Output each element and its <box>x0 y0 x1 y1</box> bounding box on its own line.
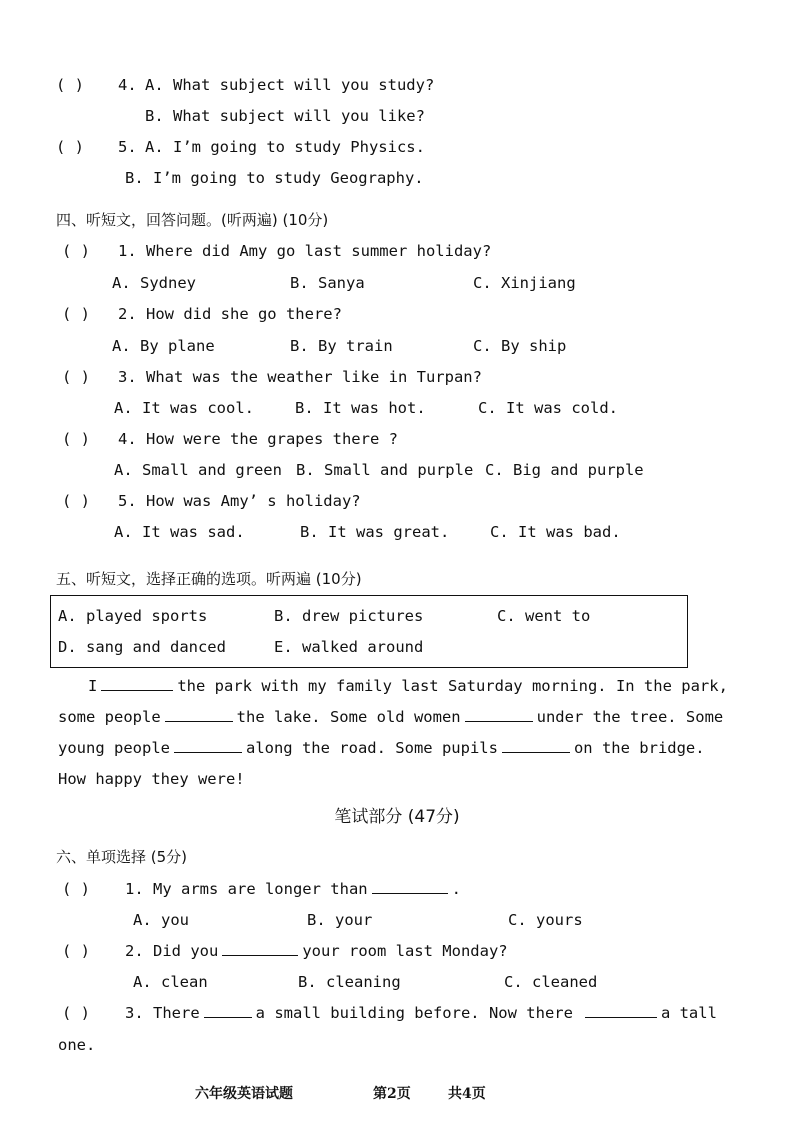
answer-blank[interactable] <box>372 878 448 894</box>
answer-blank[interactable] <box>204 1002 252 1018</box>
answer-blank[interactable] <box>101 675 173 691</box>
answer-paren[interactable]: ( ) <box>62 368 90 386</box>
option-a: A. you <box>133 911 189 929</box>
option-b: B. By train <box>290 337 393 355</box>
answer-blank[interactable] <box>174 737 242 753</box>
option-text: B. I’m going to study Geography. <box>125 169 424 187</box>
answer-paren[interactable]: ( ) <box>62 242 90 260</box>
question-text: 3. There a small building before. Now there a tall <box>125 1004 717 1022</box>
word-box-option: C. went to <box>497 607 591 625</box>
question-number: 4. <box>118 76 137 94</box>
option-c: C. By ship <box>473 337 567 355</box>
section-heading: 四、听短文，回答问题。(听两遍) (10分) <box>56 211 329 229</box>
answer-blank[interactable] <box>465 706 533 722</box>
option-a: A. By plane <box>112 337 215 355</box>
footer-page-number: 第2页 <box>373 1086 411 1102</box>
answer-paren[interactable]: ( ) <box>62 942 90 960</box>
answer-paren[interactable]: ( ) <box>56 76 84 94</box>
option-c: C. It was cold. <box>478 399 618 417</box>
word-box-option: A. played sports <box>58 607 208 625</box>
answer-paren[interactable]: ( ) <box>62 880 90 898</box>
option-a: A. Small and green <box>114 461 282 479</box>
question-text: 1. My arms are longer than . <box>125 880 461 898</box>
option-text: A. I’m going to study Physics. <box>145 138 425 156</box>
footer-exam-title: 六年级英语试题 <box>195 1086 293 1102</box>
passage-line: How happy they were! <box>58 770 245 788</box>
question-text: 1. Where did Amy go last summer holiday? <box>118 242 492 260</box>
option-c: C. Big and purple <box>485 461 644 479</box>
option-b: B. Small and purple <box>296 461 474 479</box>
passage-line: some people the lake. Some old women under the tree. Some <box>58 708 724 726</box>
answer-blank[interactable] <box>222 940 298 956</box>
answer-paren[interactable]: ( ) <box>62 1004 90 1022</box>
option-a: A. Sydney <box>112 274 196 292</box>
section-heading: 六、单项选择 (5分) <box>56 848 188 866</box>
option-c: C. cleaned <box>504 973 598 991</box>
option-a: A. It was sad. <box>114 523 245 541</box>
question-text: 2. How did she go there? <box>118 305 342 323</box>
answer-blank[interactable] <box>585 1002 657 1018</box>
option-b: B. It was hot. <box>295 399 426 417</box>
option-text: B. What subject will you like? <box>145 107 425 125</box>
written-part-title: 笔试部分 (47分) <box>334 807 460 827</box>
option-b: B. Sanya <box>290 274 365 292</box>
footer-page-total: 共4页 <box>448 1086 486 1102</box>
word-box-option: D. sang and danced <box>58 638 226 656</box>
question-text: 4. How were the grapes there ? <box>118 430 398 448</box>
word-box-option: E. walked around <box>274 638 424 656</box>
option-c: C. It was bad. <box>490 523 621 541</box>
answer-blank[interactable] <box>502 737 570 753</box>
passage-line: I the park with my family last Saturday morning. In the park, <box>88 677 728 695</box>
option-a: A. clean <box>133 973 208 991</box>
answer-blank[interactable] <box>165 706 233 722</box>
section-heading: 五、听短文，选择正确的选项。听两遍 (10分) <box>56 570 362 588</box>
option-b: B. your <box>307 911 373 929</box>
question-text: 2. Did you your room last Monday? <box>125 942 508 960</box>
option-b: B. It was great. <box>300 523 450 541</box>
answer-paren[interactable]: ( ) <box>56 138 84 156</box>
question-text: 5. How was Amy’ s holiday? <box>118 492 361 510</box>
option-c: C. Xinjiang <box>473 274 576 292</box>
answer-paren[interactable]: ( ) <box>62 305 90 323</box>
option-text: A. What subject will you study? <box>145 76 435 94</box>
option-c: C. yours <box>508 911 583 929</box>
answer-paren[interactable]: ( ) <box>62 430 90 448</box>
answer-paren[interactable]: ( ) <box>62 492 90 510</box>
option-b: B. cleaning <box>298 973 401 991</box>
word-box-option: B. drew pictures <box>274 607 424 625</box>
passage-line: young people along the road. Some pupils on the bridge. <box>58 739 705 757</box>
question-number: 5. <box>118 138 137 156</box>
option-a: A. It was cool. <box>114 399 254 417</box>
question-text: 3. What was the weather like in Turpan? <box>118 368 482 386</box>
question-text-continued: one. <box>58 1036 96 1054</box>
